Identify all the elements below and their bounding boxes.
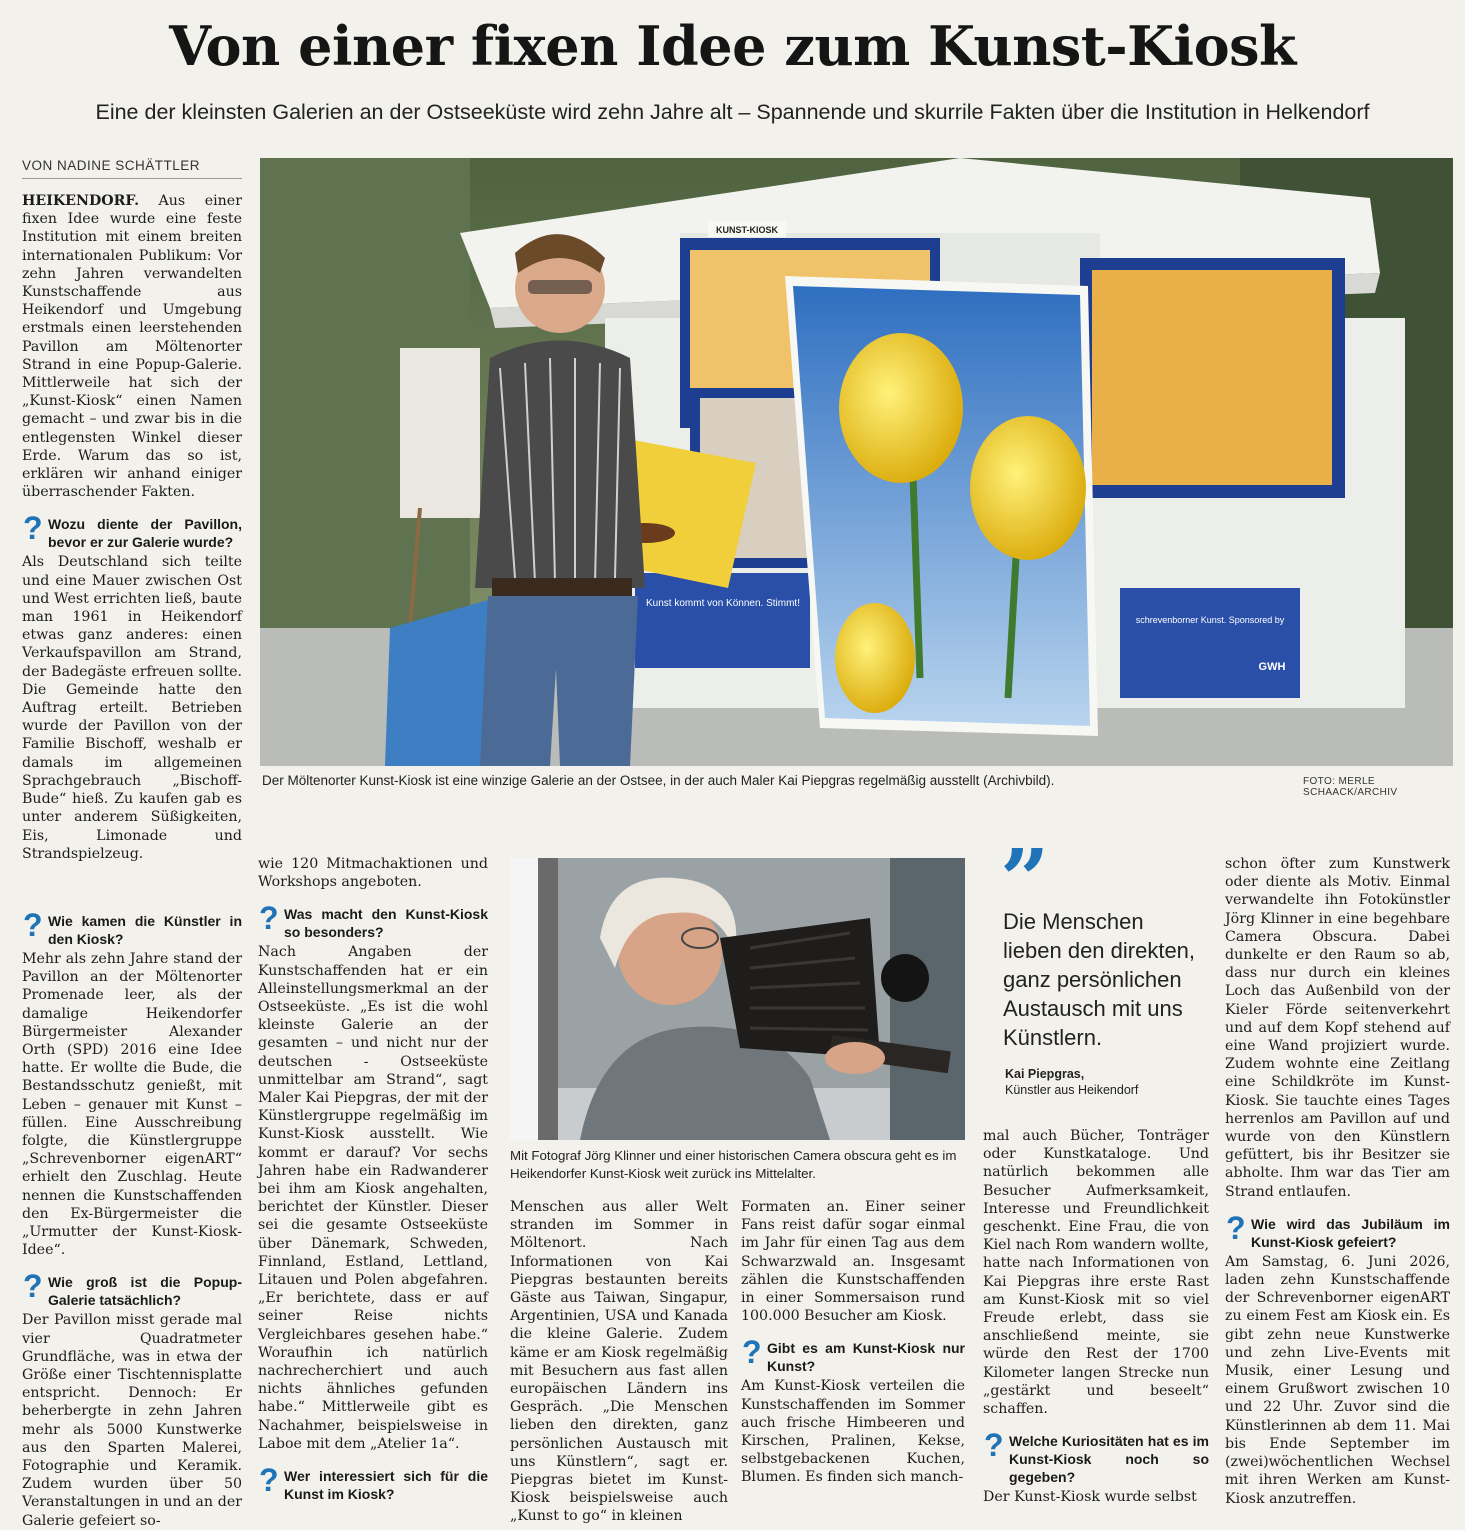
kiosk-photo-illustration	[260, 158, 1453, 766]
question-heading: ? Welche Kuriositäten hat es im Kunst-Kiosk noch so gegeben?	[983, 1432, 1209, 1486]
answer-paragraph: Der Pavillon misst gerade mal vier Quadratmeter Grundfläche, was in etwa der Größe einer Tischtennisplatte entspricht. Dennoch: Er beherbergte in zehn Jahren mehr als 5000 Kunstwerke aus den Sparten Malerei, Fotographie und Keramik. Zudem wurden über 50 Veranstaltungen in und an der Galerie gefeiert so-	[22, 1312, 242, 1529]
camera-photo	[510, 858, 965, 1140]
question-heading: ? Wozu diente der Pavillon, bevor er zur Galerie wurde?	[22, 515, 242, 551]
continued-text: wie 120 Mitmachaktionen und Workshops angeboten.	[258, 856, 488, 891]
svg-text:?: ?	[742, 1337, 762, 1368]
pull-quote-text: Die Menschen lieben den direkten, ganz persönlichen Austausch mit uns Künstlern.	[1003, 909, 1196, 1050]
pull-quote-author-role: Künstler aus Heikendorf	[1005, 1083, 1139, 1097]
question-mark-icon	[983, 1430, 1005, 1460]
question-heading: ? Wie groß ist die Popup-Galerie tatsächlich?	[22, 1273, 242, 1309]
column-5	[983, 1127, 1209, 1506]
photo-credit: FOTO: MERLE SCHAACK/ARCHIV	[1303, 776, 1398, 798]
svg-text:”: ”	[1000, 848, 1050, 908]
question-mark-icon	[1225, 1213, 1247, 1243]
sponsor-logo-text: GWH	[1258, 661, 1286, 673]
question-heading: ? Wie wird das Jubiläum im Kunst-Kiosk gefeiert?	[1225, 1215, 1450, 1251]
answer-paragraph: Am Samstag, 6. Juni 2026, laden zehn Kunstschaffende der Schrevenborner eigenART zu einem Fest am Kiosk ein. Es gibt zehn neue Kunstwerke und zehn Live-Events mit Musik, einer Lesung und einem Grußwort zwischen 10 und 22 Uhr. Zuvor sind die Künstlerinnen ab dem 11. Mai bis Ende September im (zwei)wöchentlichen Wechsel mit ihren Werken am Kunst-Kiosk anzutreffen.	[1225, 1253, 1450, 1507]
question-mark-icon	[258, 903, 280, 933]
photo-caption: Der Möltenorter Kunst-Kiosk ist eine winzige Galerie an der Ostsee, in der auch Maler Kai Piepgras regelmäßig ausstellt (Archivbild).	[262, 773, 1055, 788]
question-mark-icon	[258, 1465, 280, 1495]
svg-text:?: ?	[23, 1271, 43, 1302]
question-mark-icon	[22, 513, 44, 543]
svg-text:?: ?	[1226, 1212, 1246, 1243]
column-6	[1225, 855, 1450, 1508]
headline: Von einer fixen Idee zum Kunst-Kiosk	[169, 14, 1296, 78]
banner-right-text: schrevenborner Kunst. Sponsored by	[1135, 615, 1285, 625]
body-paragraph: Menschen aus aller Welt stranden im Sommer in Möltenort. Nach Informationen von Kai Piepgras bestaunten bereits Gäste aus Taiwan, Singapur, Argentinien, USA und Kanada die kleine Galerie. Zudem käme er am Kiosk regelmäßig mit Besuchern aus fast allen europäischen Ländern ins Gespräch. „Die Menschen lieben den direkten, ganz persönlichen Austausch mit uns Künstlern“, sagt er. Piepgras bietet im Kunst-Kiosk beispielsweise auch „Kunst to go“ in kleinen	[510, 1199, 728, 1525]
pull-quote-author	[1005, 1066, 1205, 1098]
question-heading: ? Was macht den Kunst-Kiosk so besonders?	[258, 905, 488, 941]
column-4	[741, 1198, 965, 1487]
question-mark-icon	[741, 1337, 763, 1367]
banner-left-text: Kunst kommt von Können. Stimmt!	[646, 598, 800, 609]
body-paragraph: schon öfter zum Kunstwerk oder diente als Motiv. Einmal verwandelte ihn Fotokünstler Jörg Klinner in eine begehbare Camera Obscura. Dabei dunkelte er den Raum so ab, dass nur durch ein kleines Loch das Außenbild von der Kieler Förde seitenverkehrt und auf dem Kopf stehend auf eine Wand projiziert wurde. Zudem wohnte eine Zeitlang eine Schildkröte im Kunst-Kiosk. Sie tauchte eines Tages herrenlos am Pavillon auf und wurde von den Künstlern gefüttert, bis ihr Besitzer sie abholte. Ihm war das Tier am Strand entlaufen.	[1225, 856, 1450, 1200]
svg-text:?: ?	[984, 1430, 1004, 1461]
answer-paragraph: Nach Angaben der Kunstschaffenden hat er ein Alleinstellungsmerkmal an der Ostseeküste. „Es ist die wohl kleinste Galerie an der gesamten – und nicht nur der deutschen - Ostseeküste unmittelbar am Strand“, sagt Maler Kai Piepgras, der mit der Künstlergruppe regelmäßig im Kunst-Kiosk ausstellt. Wie kommt er darauf? Vor sechs Jahren habe ein Radwanderer bei ihm am Kiosk angehalten, berichtet der Künstler. Dieser sei die gesamte Ostseeküste über Dänemark, Schweden, Finnland, Estland, Lettland, Litauen und Polen abgefahren. „Er berichtete, dass er auf seiner Reise nichts Vergleichbares gesehen habe.“ Woraufhin ich natürlich nachrecherchiert und auch nichts ähnliches gefunden habe.“ Mittlerweile gibt es Nachahmer, beispielsweise in Laboe mit dem „Atelier 1a“.	[258, 944, 488, 1452]
subheadline: Eine der kleinsten Galerien an der Ostseeküste wird zehn Jahre alt – Spannende und skurrile Fakten über die Institution in Helkendorf	[95, 100, 1370, 124]
body-paragraph: mal auch Bücher, Tonträger oder Kunstkataloge. Und natürlich bekommen alle Besucher Aufmerksamkeit, Interesse und Freundlichkeit geschenkt. Eine Frau, die von Kiel nach Rom wandern wollte, hatte nach Informationen von Kai Piepgras ihre erste Rast am Kunst-Kiosk mit so viel Freude erlebt, dass sie anschließend meinte, sie würde den Rest der 1700 Kilometer langen Strecke nun „gestärkt und beseelt“ schaffen.	[983, 1128, 1209, 1418]
intro-paragraph	[22, 192, 242, 501]
kiosk-photo	[260, 158, 1453, 766]
question-heading: ? Wer interessiert sich für die Kunst im Kiosk?	[258, 1467, 488, 1503]
column-2	[258, 855, 488, 1505]
question-mark-icon	[22, 910, 44, 940]
intro-text: Aus einer fixen Idee wurde eine feste Institution mit einem breiten internationalen Publikum: Vor zehn Jahren verwandelten Kunstschaffende aus Heikendorf und Umgebung erstmals einen leerstehenden Pavillon am Möltenorter Strand in eine Popup-Galerie. Mittlerweile hat sich der „Kunst-Kiosk“ einen Namen gemacht – und zwar bis in die entlegensten Winkel dieser Erde. Warum das so ist, erklären wir anhand einiger überraschender Fakten.	[22, 193, 242, 501]
body-paragraph: Formaten an. Einer seiner Fans reist dafür sogar einmal im Jahr für einen Tag aus dem Schwarzwald an. Insgesamt zählen die Kunstschaffenden in einer Sommersaison rund 100.000 Besucher am Kiosk.	[741, 1199, 965, 1325]
svg-text:?: ?	[23, 910, 43, 940]
quote-mark-icon	[1000, 848, 1070, 908]
kiosk-sign-text: KUNST-KIOSK	[715, 225, 779, 235]
question-mark-icon	[22, 1271, 44, 1301]
svg-text:?: ?	[259, 1465, 279, 1496]
camera-photo-illustration	[510, 858, 965, 1140]
answer-paragraph: Der Kunst-Kiosk wurde selbst	[983, 1489, 1197, 1506]
column-1-lower	[22, 898, 242, 1530]
byline-rule	[22, 178, 242, 179]
byline: VON NADINE SCHÄTTLER	[22, 158, 201, 173]
svg-text:?: ?	[259, 903, 279, 934]
column-1	[22, 192, 242, 863]
answer-paragraph: Am Kunst-Kiosk verteilen die Kunstschaffenden im Sommer auch frische Himbeeren und Kirschen, Pralinen, Kekse, selbstgebackenen Kuchen, Blumen. Es finden sich manch-	[741, 1378, 965, 1486]
question-heading: ? Gibt es am Kunst-Kiosk nur Kunst?	[741, 1339, 965, 1375]
answer-paragraph: Mehr als zehn Jahre stand der Pavillon an der Möltenorter Promenade leer, als der damalige Heikendorfer Bürgermeister Alexander Orth (SPD) 2016 eine Idee hatte. Er wollte die Bude, die Bestandsschutz genießt, mit Leben – genauer mit Kunst – füllen. Eine Ausschreibung folgte, die Künstlergruppe „Schrevenborner eigenART“ erhielt den Zuschlag. Heute nennen die Kunstschaffenden den Ex-Bürgermeister die „Urmutter der Kunst-Kiosk-Idee“.	[22, 951, 242, 1259]
svg-text:?: ?	[23, 513, 43, 544]
answer-paragraph: Als Deutschland sich teilte und eine Mauer zwischen Ost und West errichten ließ, baute man 1961 in Heikendorf etwas ganz anderes: einen Verkaufspavillon am Strand, der Badegäste erfreuen sollte. Die Gemeinde hatte den Auftrag erteilt. Betrieben wurde der Pavillon von der Familie Bischoff, weshalb er damals im allgemeinen Sprachgebrauch „Bischoff-Bude“ hieß. Zu kaufen gab es unter anderem Süßigkeiten, Eis, Limonade und Strandspielzeug.	[22, 554, 242, 862]
photo-caption-2: Mit Fotograf Jörg Klinner und einer historischen Camera obscura geht es im Heikendorfer Kunst-Kiosk weit zurück ins Mittelalter.	[510, 1148, 957, 1181]
pull-quote-author-name: Kai Piepgras,	[1005, 1067, 1085, 1081]
question-heading: ? Wie kamen die Künstler in den Kiosk?	[22, 912, 242, 948]
column-3	[510, 1198, 728, 1526]
dateline: HEIKENDORF.	[22, 193, 140, 209]
